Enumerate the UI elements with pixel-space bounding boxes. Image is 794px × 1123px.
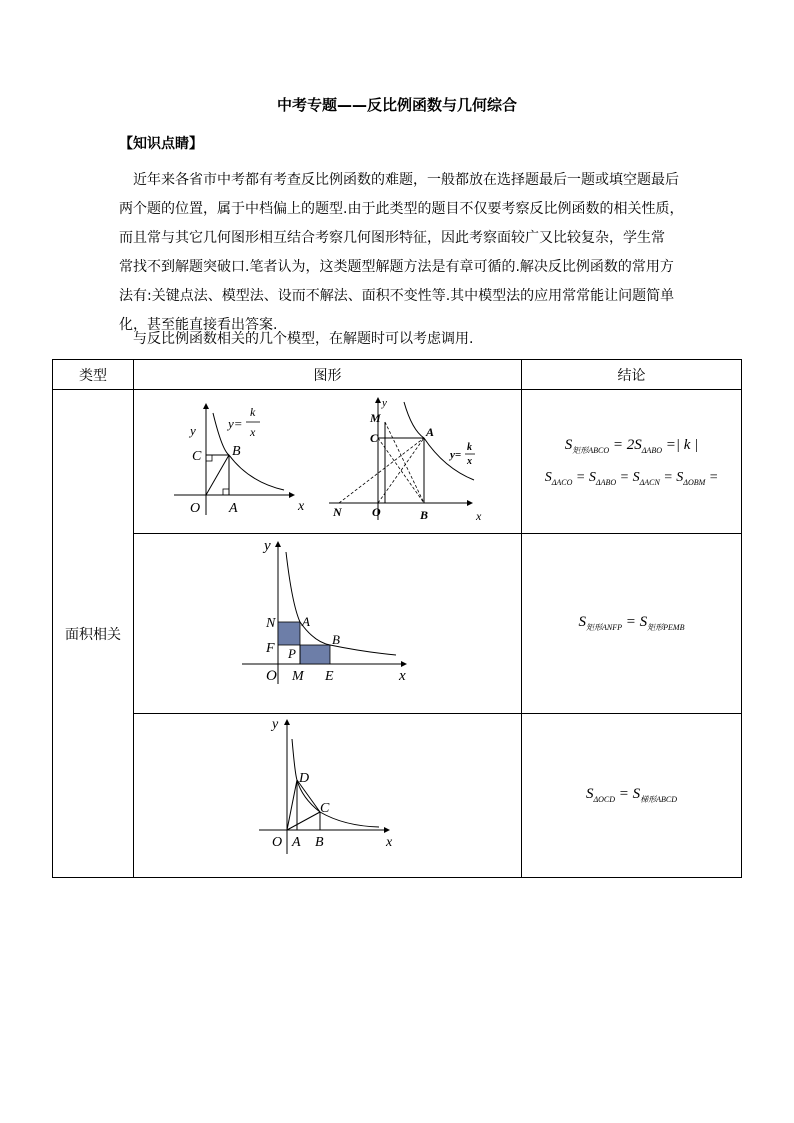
label-y1: y [190, 423, 196, 438]
label-y3: y [264, 538, 271, 554]
models-intro: 与反比例函数相关的几个模型，在解题时可以考虑调用. [133, 331, 474, 347]
figure-two-rectangles [134, 534, 521, 709]
label-m3: M [292, 669, 304, 684]
label-d4: D [299, 771, 310, 786]
label-o3: O [266, 668, 277, 684]
paragraph-line: 化，甚至能直接看出答案. [119, 317, 278, 333]
label-x3: x [399, 668, 406, 684]
models-table [52, 359, 742, 878]
paragraph-line: 而且常与其它几何图形相互结合考察几何图形特征，因此考察面较广又比较复杂，学生常 [119, 230, 665, 246]
label-a4: A [292, 835, 301, 850]
page-title: 中考专题——反比例函数与几何综合 [276, 96, 517, 114]
table-row [53, 390, 742, 534]
header-conclusion: 结论 [522, 360, 742, 390]
label-a1: A [229, 501, 238, 516]
shaded-rect-pemb [300, 645, 330, 664]
label-eq2-x: x [467, 456, 472, 467]
label-b1: B [232, 444, 241, 459]
label-m2: M [370, 411, 381, 425]
figure-trapezoid [134, 714, 521, 873]
label-a2: A [426, 425, 435, 439]
section-heading: 【知识点睛】 [119, 136, 203, 152]
label-c4: C [320, 801, 330, 816]
label-o4: O [272, 835, 283, 850]
label-x1: x [298, 499, 305, 514]
label-b3: B [332, 632, 340, 647]
label-b2: B [420, 508, 429, 522]
label-c2: C [370, 431, 379, 445]
label-x4: x [386, 835, 393, 850]
figure-cell [134, 390, 522, 534]
label-p3: P [288, 646, 296, 661]
label-eq1-y: y= [228, 416, 243, 431]
label-c1: C [192, 449, 202, 464]
label-eq1-x: x [250, 425, 256, 439]
label-e3: E [325, 669, 334, 684]
paragraph-line: 法有:关键点法、模型法、设而不解法、面积不变性等.其中模型法的应用常常能让问题简单 [119, 288, 675, 304]
formula-cell [522, 390, 742, 534]
label-o1: O [190, 501, 201, 516]
paragraph-line: 两个题的位置，属于中档偏上的题型.由于此类型的题目不仅要考察反比例函数的相关性质， [119, 201, 684, 217]
formula-cell [522, 534, 742, 714]
formula-rect-equality: $S_{矩形ANFP} = S_{矩形PEMB}$ [578, 614, 685, 632]
table-row [53, 534, 742, 714]
label-n2: N [333, 505, 342, 519]
figure-cell [134, 534, 522, 714]
table-row [53, 714, 742, 878]
label-eq2-k: k [467, 442, 472, 453]
formula-trapezoid: $S_{\Delta OCD} = S_{梯形ABCD}$ [585, 786, 678, 804]
label-n3: N [266, 616, 276, 631]
shaded-rect-anfp [278, 622, 300, 645]
label-eq1-k: k [250, 405, 256, 419]
table-header-row [53, 360, 742, 390]
figure-one [174, 404, 305, 516]
label-f3: F [266, 641, 275, 656]
intro-paragraph [119, 166, 684, 340]
label-a3: A [302, 614, 310, 629]
type-cell: 面积相关 [53, 390, 134, 878]
label-eq2-y: y= [450, 449, 462, 461]
formula-triangle-areas: $S_{\Delta ACO} = S_{\Delta ABO} = S_{\Delta ACN} = S_{\Delta OBM}$ = [544, 469, 719, 487]
figure-two [329, 397, 482, 523]
label-o2: O [372, 505, 381, 519]
header-type: 类型 [53, 360, 134, 390]
paragraph-line: 近年来各省市中考都有考查反比例函数的难题，一般都放在选择题最后一题或填空题最后 [133, 172, 679, 188]
formula-cell [522, 714, 742, 878]
header-figure: 图形 [134, 360, 522, 390]
formula-rect-area: $S_{矩形ABCO} = 2S_{\Delta ABO}$ =| k | [564, 436, 699, 455]
figure-cell [134, 714, 522, 878]
label-b4: B [315, 835, 324, 850]
label-x2: x [476, 509, 482, 523]
paragraph-line: 常找不到解题突破口.笔者认为，这类题型解题方法是有章可循的.解决反比例函数的常用方 [119, 259, 674, 275]
label-y2: y [382, 397, 387, 409]
label-y4: y [272, 717, 279, 732]
figure-rectangle-models [134, 390, 521, 529]
